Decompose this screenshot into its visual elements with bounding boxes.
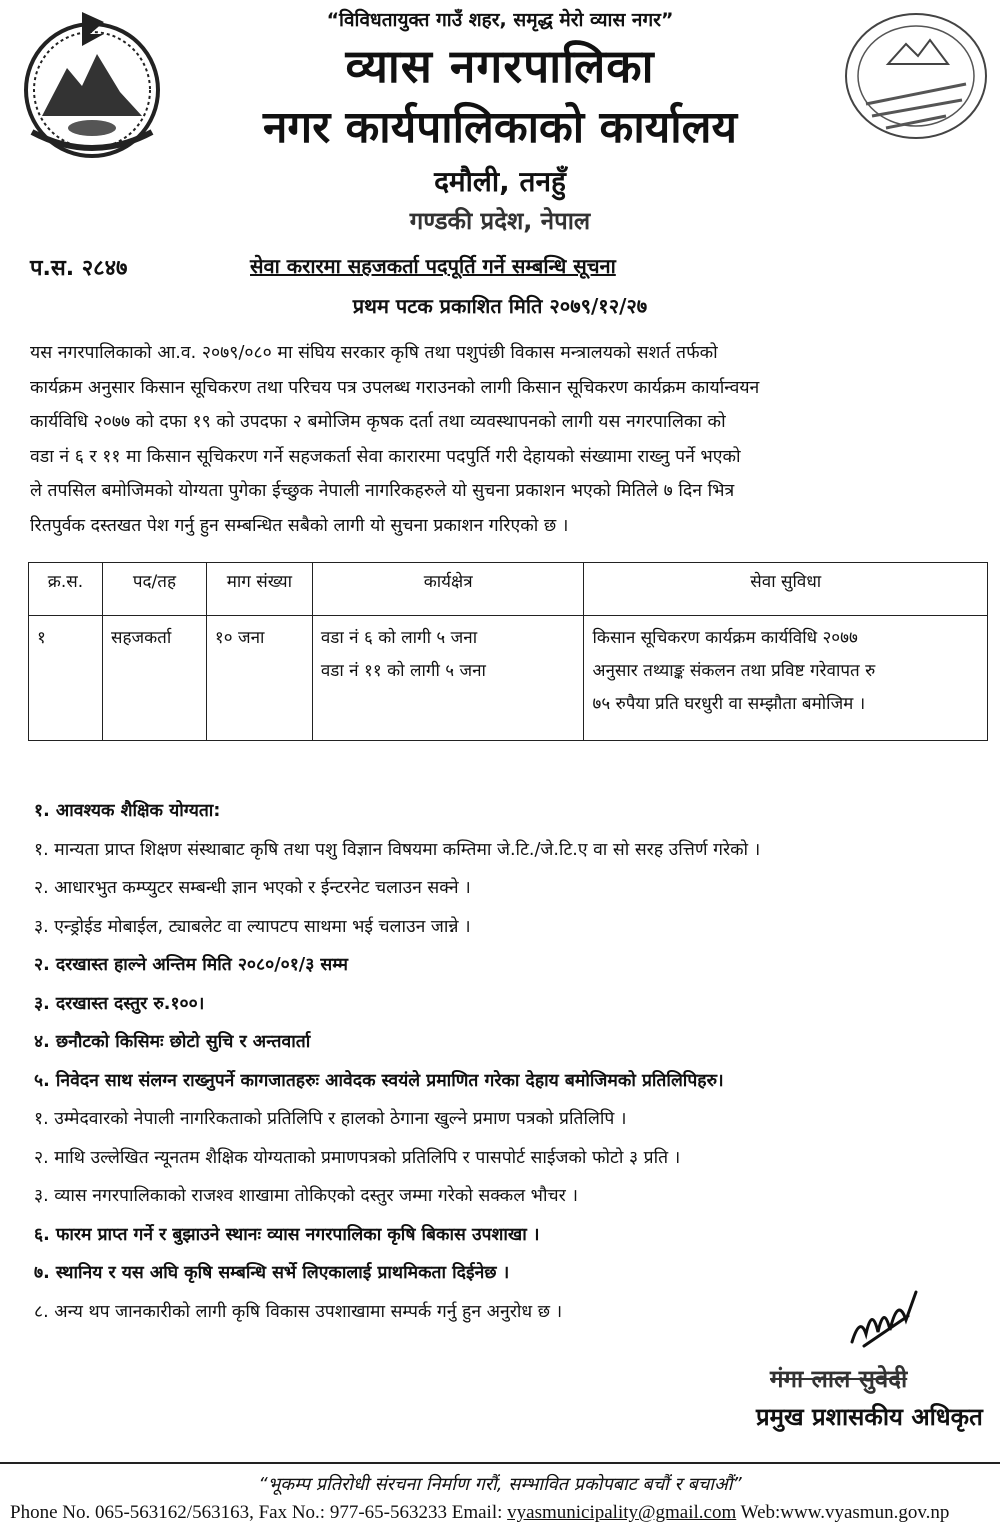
list-item: २. माथि उल्लेखित न्यूनतम शैक्षिक योग्यताको प्रमाणपत्रको प्रतिलिपि र पासपोर्ट साईजको फोटो ३ प्रति । (34, 1147, 681, 1168)
list-item: १. आवश्यक शैक्षिक योग्यता: (34, 801, 221, 821)
vacancy-table (28, 562, 988, 741)
table-row (29, 616, 988, 741)
benefit-line: अनुसार तथ्याङ्क संकलन तथा प्रविष्ट गरेवापत रु (592, 661, 876, 681)
reference-number: प.स. २८४७ (30, 256, 128, 281)
column-header-sn: क्र.स. (29, 563, 103, 616)
cell-benefit (584, 616, 988, 741)
cell-count: १० जना (206, 616, 312, 741)
column-header-post: पद/तह (102, 563, 206, 616)
list-item: ६. फारम प्राप्त गर्ने र बुझाउने स्थानः व्यास नगरपालिका कृषि बिकास उपशाखा । (34, 1224, 540, 1245)
office-province: गण्डकी प्रदेश, नेपाल (409, 207, 591, 235)
list-item: ३. व्यास नगरपालिकाको राजश्व शाखामा तोकिएको दस्तुर जम्मा गरेको सक्कल भौचर । (34, 1186, 578, 1206)
notice-body-line: वडा नं ६ र ११ मा किसान सूचिकरण गर्ने सहजकर्ता सेवा कारारमा पदपुर्ति गरी देहायको संख्यामा राख्नु पर्ने भएको (30, 446, 741, 467)
municipality-motto: “विविधतायुक्त गाउँ शहर, समृद्ध मेरो व्यास नगर” (326, 9, 674, 31)
list-item: ८. अन्य थप जानकारीको लागी कृषि विकास उपशाखामा सम्पर्क गर्नु हुन अनुरोध छ । (34, 1301, 563, 1322)
cell-post: सहजकर्ता (102, 616, 206, 741)
benefit-line: किसान सूचिकरण कार्यक्रम कार्यविधि २०७७ (592, 628, 858, 648)
list-item: ७. स्थानिय र यस अघि कृषि सम्बन्धि सर्भे लिएकालाई प्राथमिकता दिईनेछ । (34, 1263, 510, 1283)
notice-body-line: यस नगरपालिकाको आ.व. २०७९/०८० मा संघिय सरकार कृषि तथा पशुपंछी विकास मन्त्रालयको सशर्त तर्फको (30, 343, 718, 363)
list-item: १. मान्यता प्राप्त शिक्षण संस्थाबाट कृषि तथा पशु विज्ञान विषयमा कम्तिमा जे.टि./जे.टि.ए वा सो सरह उत्तिर्ण गरेको । (34, 839, 761, 860)
notice-subject: सेवा करारमा सहजकर्ता पदपूर्ति गर्ने सम्बन्धि सूचना (250, 254, 616, 278)
list-item: १. उम्मेदवारको नेपाली नागरिकताको प्रतिलिपि र हालको ठेगाना खुल्ने प्रमाण पत्रको प्रतिलिपि । (34, 1109, 627, 1129)
signatory-title: प्रमुख प्रशासकीय अधिकृत (756, 1403, 983, 1431)
list-item: २. दरखास्त हाल्ने अन्तिम मिति २०८०/०१/३ सम्म (34, 955, 348, 975)
phone-number: Phone No. 065-563162/563163, (10, 1502, 254, 1523)
column-header-count: माग संख्या (206, 563, 312, 616)
cell-sn: १ (29, 616, 103, 741)
cell-area (312, 616, 584, 741)
notice-body-line: कार्यविधि २०७७ को दफा १९ को उपदफा २ बमोजिम कृषक दर्ता तथा व्यवस्थापनको लागी यस नगरपालिका को (30, 412, 726, 432)
list-item: ३. दरखास्त दस्तुर रु.१००। (34, 993, 205, 1014)
notice-body-line: ले तपसिल बमोजिमको योग्यता पुगेका ईच्छुक नेपाली नागरिकहरुले यो सुचना प्रकाशन भएको मितिले ७ दिन भित्र (30, 481, 735, 501)
municipality-name: व्यास नगरपालिका (345, 39, 655, 93)
footer-contact (10, 1502, 949, 1524)
list-item: ३. एन्ड्रोईड मोबाईल, ट्याबलेट वा ल्यापटप साथमा भई चलाउन जान्ने । (34, 916, 471, 937)
website-link[interactable]: Web:www.vyasmun.gov.np (740, 1502, 950, 1523)
area-line: वडा नं ६ को लागी ५ जना (320, 628, 478, 648)
column-header-area: कार्यक्षेत्र (312, 563, 584, 616)
email-label: Email: (451, 1502, 503, 1523)
signature-scribble-icon (846, 1286, 926, 1354)
benefit-line: ७५ रुपैया प्रति घरधुरी वा सम्झौता बमोजिम । (592, 694, 866, 714)
column-header-benefit: सेवा सुविधा (584, 563, 988, 616)
table-header-row (29, 563, 988, 616)
email-link[interactable]: vyasmunicipality@gmail.com (507, 1502, 737, 1523)
fax-number: Fax No.: 977-65-563233 (258, 1502, 447, 1523)
office-name: नगर कार्यपालिकाको कार्यालय (263, 102, 737, 153)
published-date: प्रथम पटक प्रकाशित मिति २०७९/१२/२७ (352, 294, 648, 318)
signatory-name: गंगा लाल सुवेदी (770, 1365, 908, 1393)
footer-slogan: “भूकम्प प्रतिरोधी संरचना निर्माण गरौं, सम्भावित प्रकोपबाट बचौं र बचाऔं” (258, 1474, 742, 1495)
area-line: वडा नं ११ को लागी ५ जना (320, 661, 486, 681)
notice-body-line: कार्यक्रम अनुसार किसान सूचिकरण तथा परिचय पत्र उपलब्ध गराउनको लागी किसान सूचिकरण कार्यक्रम कार्यान्वयन (30, 377, 760, 398)
list-item: ४. छनौटको किसिमः छोटो सुचि र अन्तवार्ता (34, 1032, 311, 1052)
notice-body (30, 336, 980, 543)
footer-divider (0, 1462, 1000, 1464)
list-item: ५. निवेदन साथ संलग्न राख्नुपर्ने कागजातहरुः आवेदक स्वयंले प्रमाणित गरेका देहाय बमोजिमको प्रतिलिपिहरु। (34, 1070, 724, 1091)
requirements-list (34, 798, 994, 1337)
notice-body-line: रितपुर्वक दस्तखत पेश गर्नु हुन सम्बन्धित सबैको लागी यो सुचना प्रकाशन गरिएको छ । (30, 515, 569, 536)
list-item: २. आधारभुत कम्प्युटर सम्बन्धी ज्ञान भएको र ईन्टरनेट चलाउन सक्ने । (34, 878, 471, 898)
office-location: दमौली, तनहुँ (434, 165, 566, 198)
